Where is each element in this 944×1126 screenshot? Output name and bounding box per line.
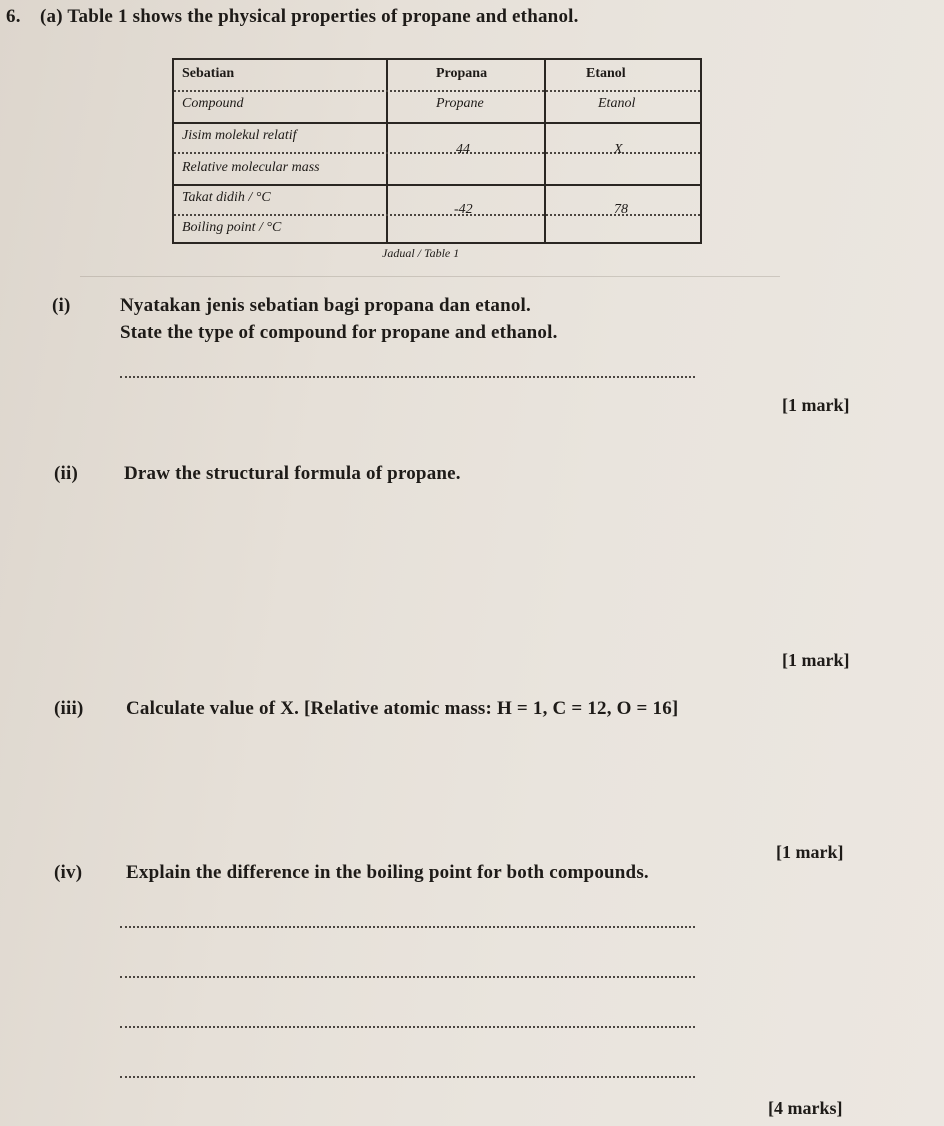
- table-divider: [174, 184, 700, 186]
- part-ii-label: (ii): [54, 463, 79, 484]
- row-label-en: Relative molecular mass: [182, 160, 320, 175]
- question-intro: (a) Table 1 shows the physical properties of propane and ethanol.: [40, 6, 579, 27]
- header-propane-ms: Propana: [436, 66, 488, 81]
- part-iii-marks: [1 mark]: [776, 842, 844, 862]
- propane-bp-value: -42: [454, 202, 473, 217]
- row-label-ms: Takat didih / °C: [182, 190, 271, 205]
- question-number: 6.: [6, 6, 21, 27]
- part-i-marks: [1 mark]: [782, 395, 850, 415]
- answer-line: [120, 1076, 695, 1078]
- properties-table: [172, 58, 702, 244]
- header-compound-ms: Sebatian: [182, 66, 235, 81]
- part-iv-text: Explain the difference in the boiling point for both compounds.: [126, 862, 649, 883]
- table-area-shadow: [80, 260, 780, 277]
- part-iv-marks: [4 marks]: [768, 1098, 843, 1118]
- table-caption: Jadual / Table 1: [382, 246, 460, 260]
- part-iv-label: (iv): [54, 862, 83, 883]
- header-compound-en: Compound: [182, 96, 244, 111]
- header-ethanol-en: Etanol: [598, 96, 636, 111]
- answer-line: [120, 926, 695, 928]
- answer-line: [120, 376, 695, 378]
- propane-mass-value: 44: [456, 142, 470, 157]
- ethanol-bp-value: 78: [614, 202, 628, 217]
- part-i-text-ms: Nyatakan jenis sebatian bagi propana dan etanol.: [120, 295, 531, 316]
- part-ii-marks: [1 mark]: [782, 650, 850, 670]
- part-iii-text: Calculate value of X. [Relative atomic mass: H = 1, C = 12, O = 16]: [126, 698, 679, 719]
- header-ethanol-ms: Etanol: [586, 66, 626, 81]
- table-divider: [174, 122, 700, 124]
- part-iii-label: (iii): [54, 698, 84, 719]
- answer-line: [120, 1026, 695, 1028]
- part-i-text-en: State the type of compound for propane and ethanol.: [120, 322, 558, 343]
- header-propane-en: Propane: [436, 96, 484, 111]
- table-divider: [174, 90, 700, 92]
- answer-line: [120, 976, 695, 978]
- row-label-en: Boiling point / °C: [182, 220, 282, 235]
- ethanol-mass-value: X: [614, 142, 623, 157]
- part-ii-text: Draw the structural formula of propane.: [124, 463, 461, 484]
- row-label-ms: Jisim molekul relatif: [182, 128, 297, 143]
- part-i-label: (i): [52, 295, 71, 316]
